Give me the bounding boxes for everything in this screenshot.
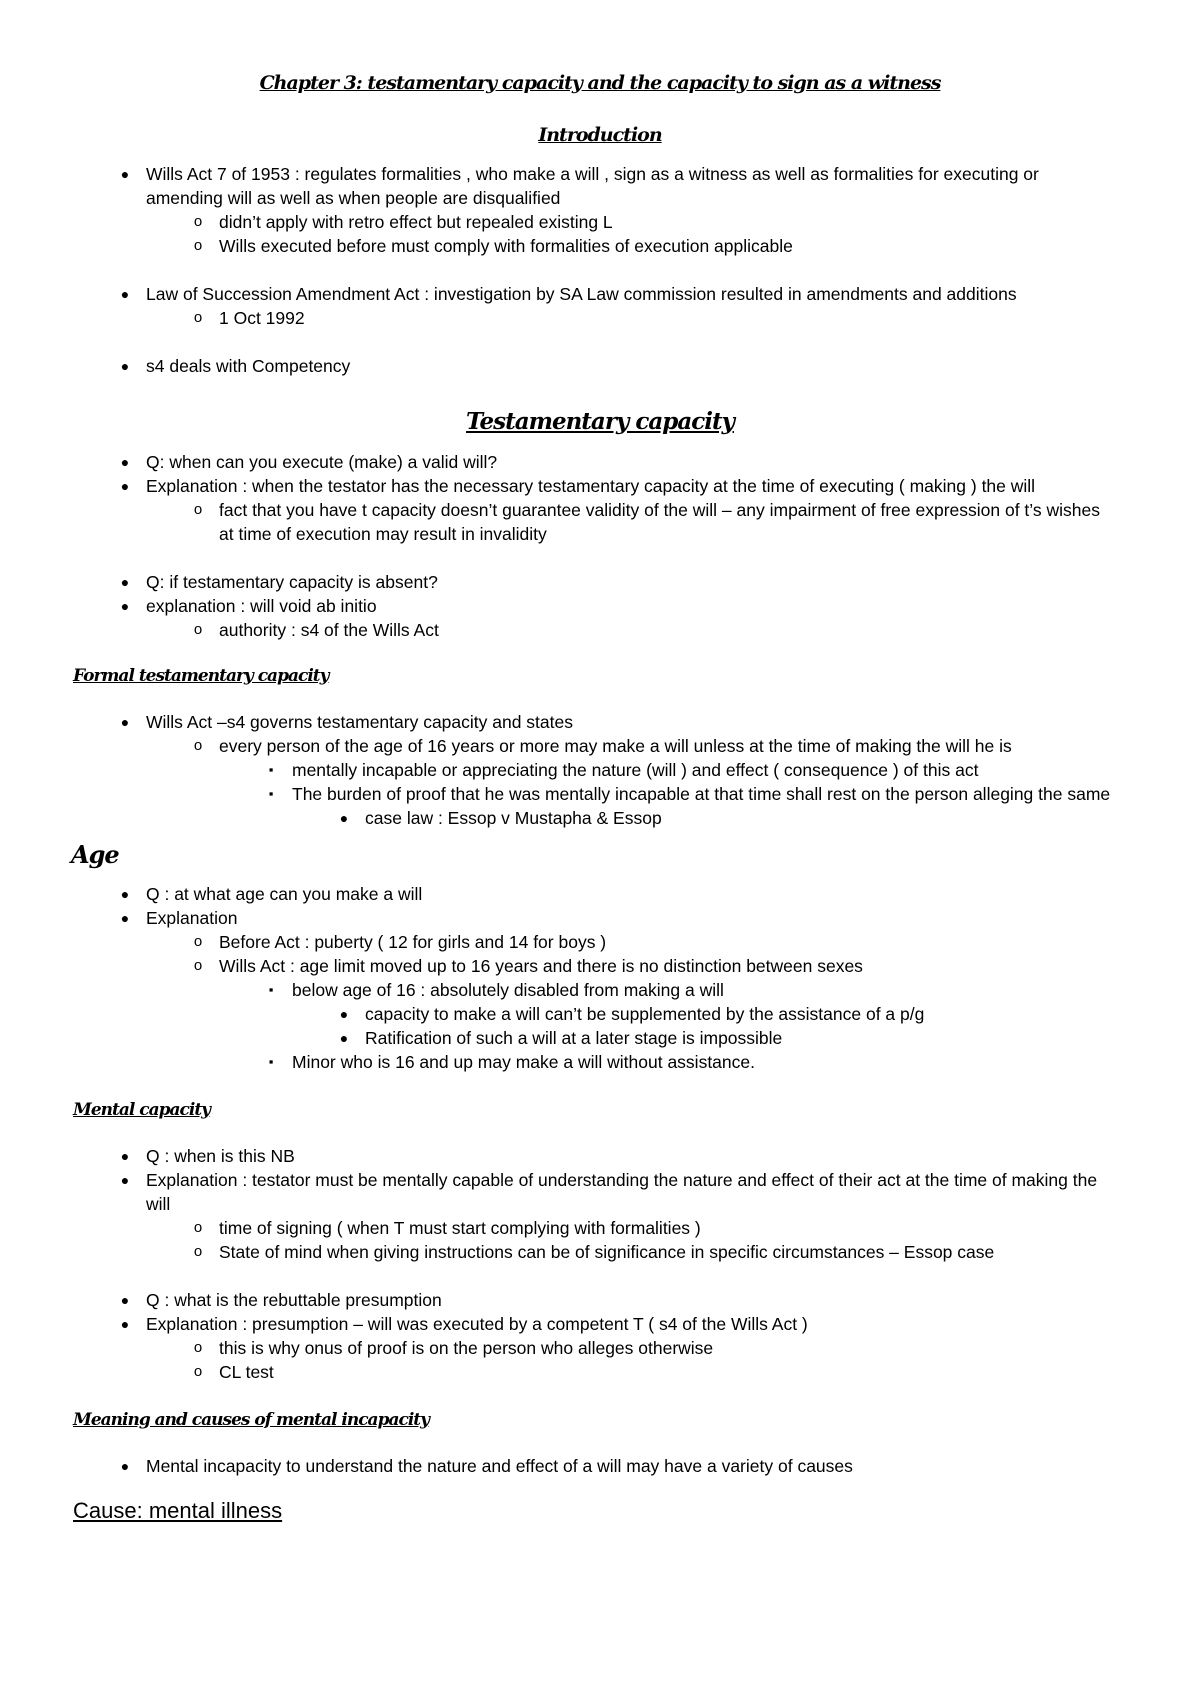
bullet-icon: ● [120, 886, 130, 902]
list-item [193, 210, 1119, 234]
bullet-icon: o [193, 1339, 203, 1356]
list-item-text: capacity to make a will can’t be supplemented by the assistance of a p/g [365, 1004, 925, 1024]
mental-capacity-list [0, 1144, 1200, 1384]
list-item-text: this is why onus of proof is on the person who alleges otherwise [219, 1338, 714, 1358]
bullet-icon: ● [120, 1148, 130, 1164]
bullet-icon: o [193, 213, 203, 230]
list-item [193, 1240, 1119, 1264]
bullet-icon: ● [120, 1458, 130, 1474]
bullet-icon: o [193, 1219, 203, 1236]
list-item-text: 1 Oct 1992 [219, 308, 305, 328]
list-item-text: Q : when is this NB [146, 1146, 295, 1166]
bullet-icon: o [193, 309, 203, 326]
list-item [120, 162, 1106, 210]
spacer [0, 1264, 1200, 1288]
list-item [193, 1360, 1119, 1384]
list-item-text: Wills executed before must comply with formalities of execution applicable [219, 236, 793, 256]
testamentary-capacity-heading: Testamentary capacity [466, 408, 734, 435]
list-item [120, 1168, 1106, 1216]
introduction-heading: Introduction [538, 124, 662, 146]
age-list [0, 882, 1200, 1074]
list-item-text: every person of the age of 16 years or more may make a will unless at the time of making the will he is [219, 736, 1012, 756]
bullet-icon: o [193, 501, 203, 518]
causes-heading: Meaning and causes of mental incapacity [73, 1410, 430, 1430]
list-item-text: s4 deals with Competency [146, 356, 351, 376]
list-item-text: Explanation : when the testator has the necessary testamentary capacity at the time of executing ( making ) the will [146, 476, 1036, 496]
bullet-icon: ● [120, 286, 130, 302]
list-item-text: CL test [219, 1362, 274, 1382]
list-item [120, 710, 1106, 734]
spacer [0, 546, 1200, 570]
bullet-icon: ● [120, 910, 130, 926]
bullet-icon: ● [339, 1030, 349, 1046]
list-item-text: Wills Act : age limit moved up to 16 years and there is no distinction between sexes [219, 956, 863, 976]
bullet-icon: ● [120, 598, 130, 614]
list-item-text: Q : at what age can you make a will [146, 884, 423, 904]
list-item [120, 1144, 1106, 1168]
list-item-text: The burden of proof that he was mentally incapable at that time shall rest on the person alleging the same [292, 784, 1111, 804]
list-item [193, 306, 1119, 330]
list-item [193, 734, 1119, 758]
bullet-icon: ● [120, 714, 130, 730]
list-item-text: Mental incapacity to understand the nature and effect of a will may have a variety of causes [146, 1456, 853, 1476]
list-item-text: case law : Essop v Mustapha & Essop [365, 808, 662, 828]
list-item [268, 758, 1122, 782]
list-item-text: Law of Succession Amendment Act : investigation by SA Law commission resulted in amendments and additions [146, 284, 1017, 304]
spacer [0, 330, 1200, 354]
bullet-icon: ● [120, 454, 130, 470]
list-item-text: Q : what is the rebuttable presumption [146, 1290, 442, 1310]
list-item [193, 498, 1119, 546]
bullet-icon: ▪ [268, 786, 274, 801]
testamentary-capacity-list [0, 450, 1200, 642]
causes-list [0, 1454, 1200, 1478]
bullet-icon: ▪ [268, 762, 274, 777]
list-item-text: State of mind when giving instructions can be of significance in specific circumstances – Essop case [219, 1242, 995, 1262]
bullet-icon: o [193, 237, 203, 254]
bullet-icon: ● [120, 358, 130, 374]
list-item [193, 1216, 1119, 1240]
list-item [120, 1454, 1106, 1478]
list-item [193, 954, 1119, 978]
bullet-icon: ● [120, 574, 130, 590]
bullet-icon: o [193, 1363, 203, 1380]
bullet-icon: o [193, 737, 203, 754]
list-item-text: explanation : will void ab initio [146, 596, 377, 616]
list-item [120, 282, 1106, 306]
list-item-text: Explanation : testator must be mentally capable of understanding the nature and effect of their act at the time of making the will [146, 1170, 1098, 1214]
list-item [120, 1312, 1106, 1336]
formal-capacity-list [0, 710, 1200, 830]
bullet-icon: ● [339, 810, 349, 826]
list-item [120, 1288, 1106, 1312]
list-item [120, 570, 1106, 594]
list-item-text: Q: when can you execute (make) a valid will? [146, 452, 498, 472]
list-item-text: Minor who is 16 and up may make a will without assistance. [292, 1052, 755, 1072]
list-item-text: Before Act : puberty ( 12 for girls and 14 for boys ) [219, 932, 607, 952]
bullet-icon: o [193, 933, 203, 950]
bullet-icon: ● [120, 1292, 130, 1308]
list-item [339, 806, 1125, 830]
mental-capacity-heading: Mental capacity [73, 1100, 211, 1120]
bullet-icon: ▪ [268, 1054, 274, 1069]
list-item [120, 882, 1106, 906]
formal-capacity-heading: Formal testamentary capacity [73, 666, 329, 686]
list-item [120, 450, 1106, 474]
age-heading: Age [71, 840, 119, 869]
list-item-text: time of signing ( when T must start complying with formalities ) [219, 1218, 701, 1238]
list-item-text: fact that you have t capacity doesn’t guarantee validity of the will – any impairment of free expression of t’s wishes at time of execution may result in invalidity [219, 500, 1100, 544]
list-item [120, 906, 1106, 930]
list-item [268, 782, 1122, 806]
chapter-title: Chapter 3: testamentary capacity and the capacity to sign as a witness [259, 72, 941, 94]
list-item [193, 234, 1119, 258]
list-item [193, 618, 1119, 642]
list-item-text: mentally incapable or appreciating the nature (will ) and effect ( consequence ) of this act [292, 760, 979, 780]
bullet-icon: o [193, 1243, 203, 1260]
list-item-text: didn’t apply with retro effect but repealed existing L [219, 212, 613, 232]
list-item-text: Explanation : presumption – will was executed by a competent T ( s4 of the Wills Act ) [146, 1314, 808, 1334]
mental-illness-heading: Cause: mental illness [73, 1498, 283, 1523]
list-item-text: Explanation [146, 908, 238, 928]
list-item [120, 474, 1106, 498]
list-item-text: Wills Act –s4 governs testamentary capacity and states [146, 712, 573, 732]
list-item [339, 1026, 1125, 1050]
bullet-icon: ● [120, 166, 130, 182]
list-item-text: authority : s4 of the Wills Act [219, 620, 439, 640]
list-item [193, 930, 1119, 954]
bullet-icon: ● [120, 1316, 130, 1332]
list-item-text: Ratification of such a will at a later stage is impossible [365, 1028, 783, 1048]
list-item [120, 354, 1106, 378]
bullet-icon: o [193, 621, 203, 638]
list-item [268, 978, 1122, 1002]
list-item-text: below age of 16 : absolutely disabled from making a will [292, 980, 724, 1000]
bullet-icon: ● [339, 1006, 349, 1022]
list-item-text: Wills Act 7 of 1953 : regulates formalities , who make a will , sign as a witness as well as formalities for executing or amending will as well as when people are disqualified [146, 164, 1039, 208]
bullet-icon: o [193, 957, 203, 974]
list-item [268, 1050, 1122, 1074]
spacer [0, 258, 1200, 282]
list-item-text: Q: if testamentary capacity is absent? [146, 572, 438, 592]
list-item [193, 1336, 1119, 1360]
list-item [339, 1002, 1125, 1026]
list-item [120, 594, 1106, 618]
bullet-icon: ● [120, 1172, 130, 1188]
bullet-icon: ● [120, 478, 130, 494]
bullet-icon: ▪ [268, 982, 274, 997]
introduction-list [0, 162, 1200, 378]
